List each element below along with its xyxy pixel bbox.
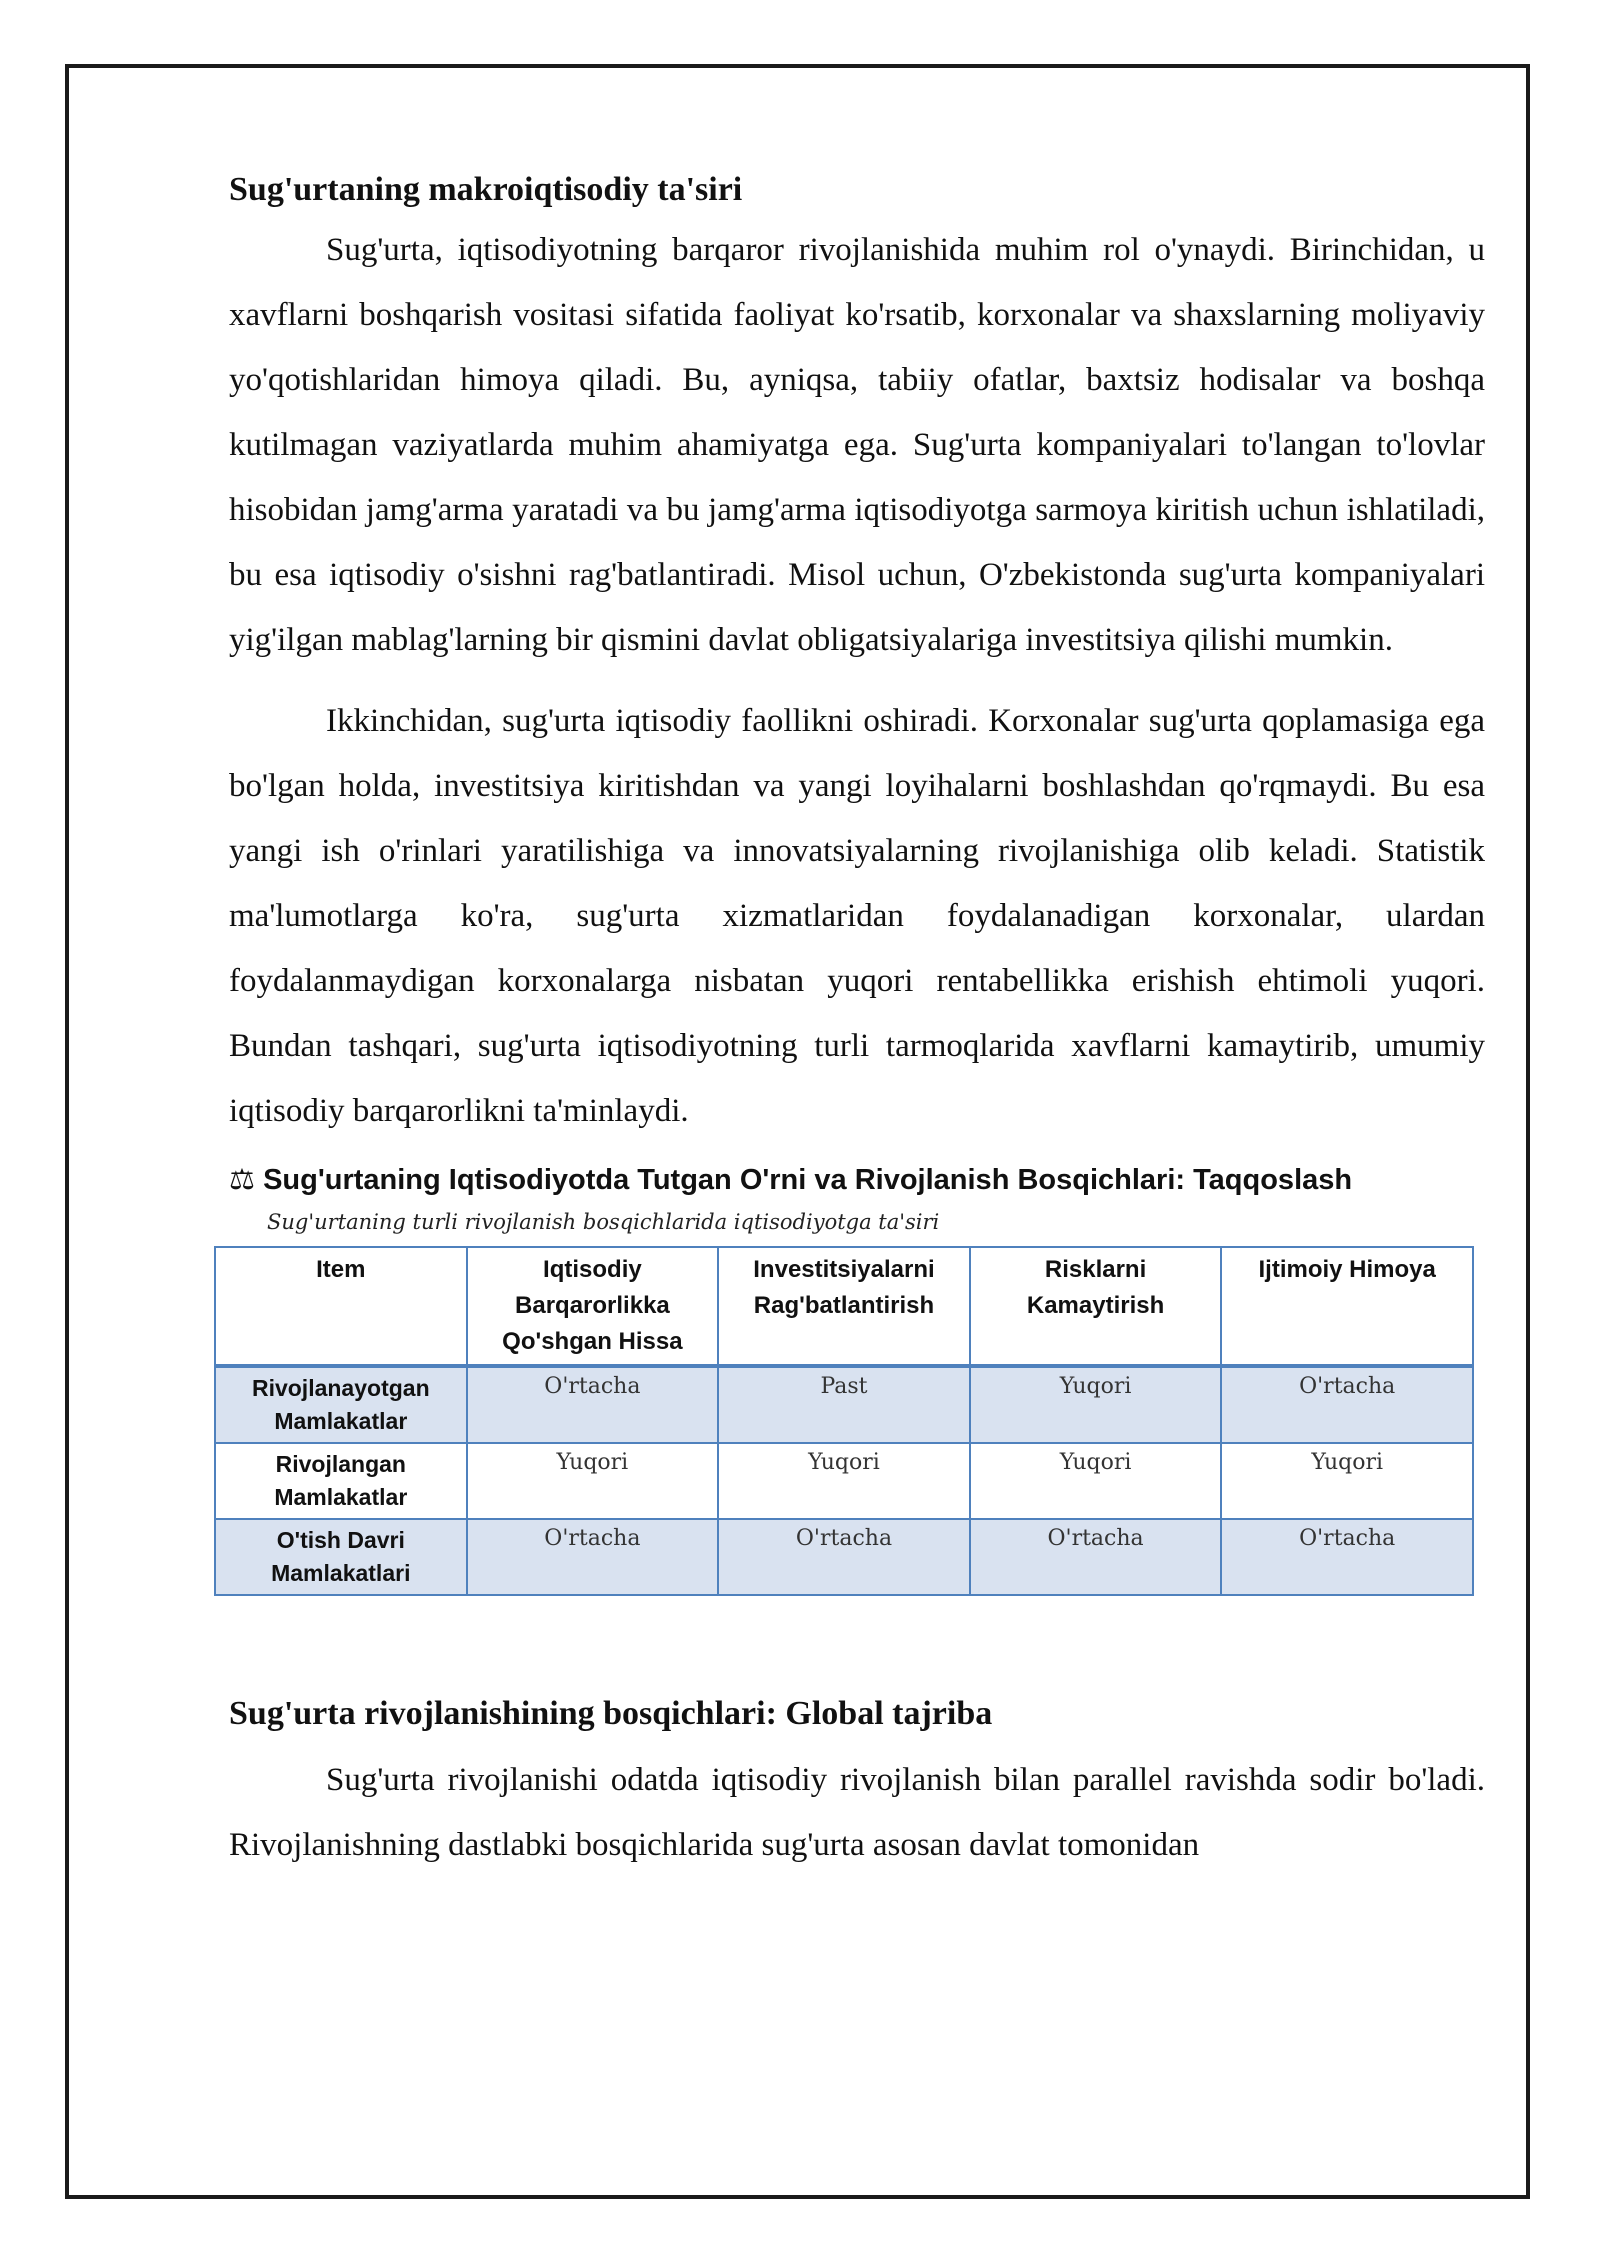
section-heading: Sug'urtaning makroiqtisodiy ta'siri [229,171,743,208]
section-heading: Sug'urta rivojlanishining bosqichlari: Global tajriba [229,1695,993,1732]
table-cell: Yuqori [1221,1443,1473,1519]
row-header: O'tish Davri Mamlakatlari [215,1519,467,1595]
table-caption: Sug'urtaning turli rivojlanish bosqichlarida iqtisodiyotga ta'siri [267,1210,940,1234]
table-cell: O'rtacha [467,1519,719,1595]
column-header: Investitsiyalarni Rag'batlantirish [718,1247,970,1366]
scale-icon: ⚖ [229,1164,255,1196]
table-cell: O'rtacha [1221,1366,1473,1443]
column-header: Risklarni Kamaytirish [970,1247,1222,1366]
row-header: Rivojlangan Mamlakatlar [215,1443,467,1519]
table-cell: Yuqori [970,1366,1222,1443]
table-cell: Yuqori [718,1443,970,1519]
table-title-text: Sug'urtaning Iqtisodiyotda Tutgan O'rni va Rivojlanish Bosqichlari: Taqqoslash [263,1164,1353,1196]
page-content [229,170,1485,1894]
table-title [229,1160,1485,1200]
paragraph: Sug'urta, iqtisodiyotning barqaror rivojlanishida muhim rol o'ynaydi. Birinchidan, u xavflarni boshqarish vositasi sifatida faoliyat ko'rsatib, korxonalar va shaxslarning moliyaviy yo'qotishlaridan himoya qiladi. Bu, ayniqsa, tabiiy ofatlar, baxtsiz hodisalar va boshqa kutilmagan vaziyatlarda muhim ahamiyatga ega. Sug'urta kompaniyalari to'langan to'lovlar hisobidan jamg'arma yaratadi va bu jamg'arma iqtisodiyotga sarmoya kiritish uchun ishlatiladi, bu esa iqtisodiy o'sishni rag'batlantiradi. Misol uchun, O'zbekistonda sug'urta kompaniyalari yig'ilgan mablag'larning bir qismini davlat obligatsiyalariga investitsiya qilishi mumkin. [229,232,1485,658]
paragraph: Ikkinchidan, sug'urta iqtisodiy faollikni oshiradi. Korxonalar sug'urta qoplamasiga ega bo'lgan holda, investitsiya kiritishdan va yangi loyihalarni boshlashdan qo'rqmaydi. Bu esa yangi ish o'rinlari yaratilishiga va innovatsiyalarning rivojlanishiga olib keladi. Statistik ma'lumotlarga ko'ra, sug'urta xizmatlaridan foydalanadigan korxonalar, ulardan foydalanmaydigan korxonalarga nisbatan yuqori rentabellikka erishish ehtimoli yuqori. Bundan tashqari, sug'urta iqtisodiyotning turli tarmoqlarida xavflarni kamaytirib, umumiy iqtisodiy barqarorlikni ta'minlaydi. [229,703,1485,1129]
column-header: Iqtisodiy Barqarorlikka Qo'shgan Hissa [467,1247,719,1366]
column-header: Item [215,1247,467,1366]
comparison-table [214,1246,1474,1596]
table-cell: O'rtacha [970,1519,1222,1595]
column-header: Ijtimoiy Himoya [1221,1247,1473,1366]
table-row [215,1366,1473,1443]
table-row [215,1443,1473,1519]
table-cell: Yuqori [970,1443,1222,1519]
table-cell: Yuqori [467,1443,719,1519]
spacer [229,1596,1485,1694]
table-cell: Past [718,1366,970,1443]
table-header-row [215,1247,1473,1366]
row-header: Rivojlanayotgan Mamlakatlar [215,1366,467,1443]
paragraph: Sug'urta rivojlanishi odatda iqtisodiy rivojlanish bilan parallel ravishda sodir bo'ladi. Rivojlanishning dastlabki bosqichlarida sug'urta asosan davlat tomonidan [229,1762,1485,1863]
table-cell: O'rtacha [467,1366,719,1443]
table-cell: O'rtacha [1221,1519,1473,1595]
table-cell: O'rtacha [718,1519,970,1595]
table-row [215,1519,1473,1595]
